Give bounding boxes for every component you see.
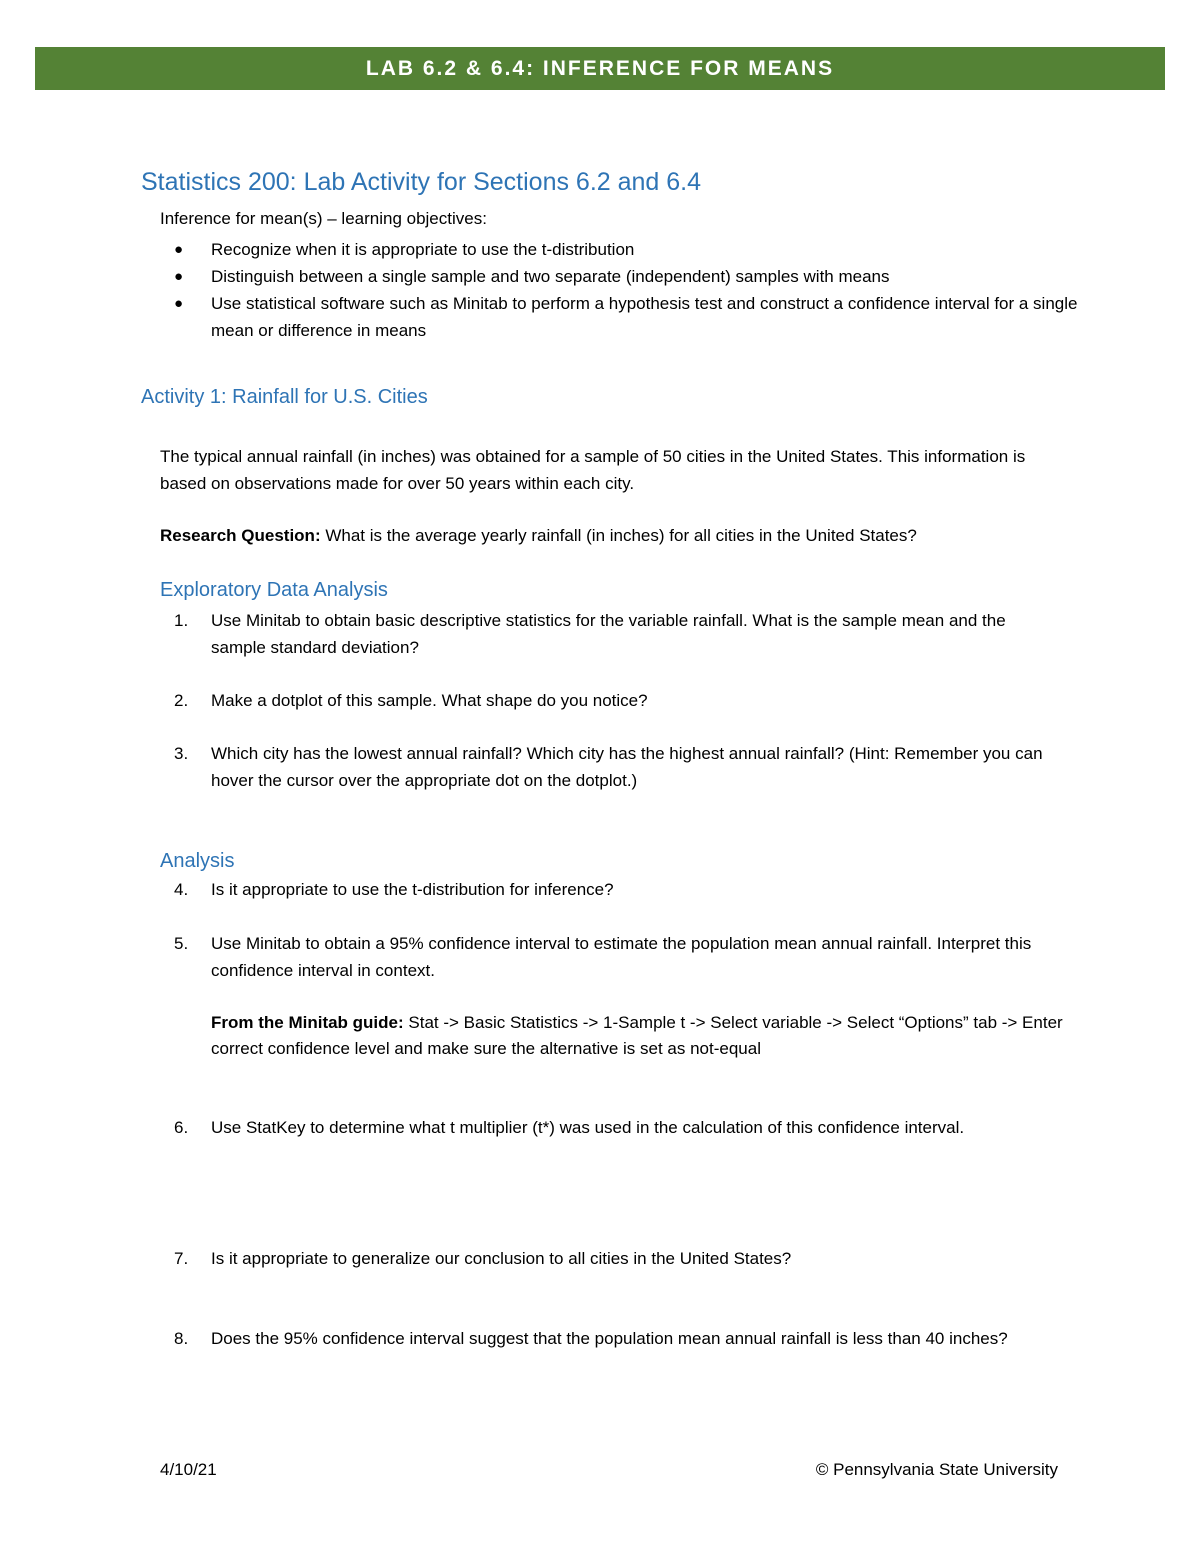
- footer-copyright: © Pennsylvania State University: [815, 1460, 1058, 1479]
- objectives-heading: Inference for mean(s) – learning objectives:: [160, 209, 487, 228]
- research-question-label: Research Question:: [160, 526, 321, 545]
- list-item: [160, 236, 1080, 263]
- question-text: Use Minitab to obtain basic descriptive statistics for the variable rainfall. What is the sample mean and the sample standard deviation?: [211, 611, 1006, 657]
- question-item: [160, 687, 1065, 714]
- question-item: [160, 1114, 1065, 1141]
- question-text: Use StatKey to determine what t multiplier (t*) was used in the calculation of this confidence interval.: [211, 1118, 965, 1137]
- question-number: 5.: [174, 934, 189, 953]
- question-item: [160, 930, 1065, 984]
- research-question: [160, 522, 1060, 549]
- guide-text: Stat -> Basic Statistics -> 1-Sample t -> Select variable -> Select “Options” tab -> Enter correct confidence level and make sure the alternative is set as not-equal: [211, 1013, 1063, 1058]
- minitab-guide: [211, 1010, 1071, 1062]
- question-text: Which city has the lowest annual rainfall? Which city has the highest annual rainfall? (Hint: Remember you can hover the cursor over the appropriate dot on the dotplot.): [211, 744, 1043, 790]
- activity-heading: Activity 1: Rainfall for U.S. Cities: [141, 386, 428, 408]
- lab-title-banner: [35, 47, 1165, 90]
- objective-text: Use statistical software such as Minitab to perform a hypothesis test and construct a confidence interval for a single mean or difference in means: [211, 294, 1078, 340]
- question-text: Make a dotplot of this sample. What shape do you notice?: [211, 691, 648, 710]
- question-text: Is it appropriate to generalize our conclusion to all cities in the United States?: [211, 1249, 792, 1268]
- footer-date: 4/10/21: [160, 1460, 217, 1479]
- question-text: Use Minitab to obtain a 95% confidence interval to estimate the population mean annual rainfall. Interpret this confidence interval in context.: [211, 934, 1032, 980]
- research-question-text: What is the average yearly rainfall (in inches) for all cities in the United States?: [325, 526, 917, 545]
- question-item: [160, 876, 1065, 903]
- question-number: 1.: [174, 611, 189, 630]
- objective-text: Distinguish between a single sample and two separate (independent) samples with means: [211, 267, 890, 286]
- question-item: [160, 607, 1065, 661]
- lab-title: LAB 6.2 & 6.4: INFERENCE FOR MEANS: [365, 56, 835, 80]
- question-number: 7.: [174, 1249, 189, 1268]
- list-item: [160, 290, 1080, 344]
- question-number: 3.: [174, 744, 189, 763]
- question-item: [160, 1245, 1065, 1272]
- question-number: 2.: [174, 691, 189, 710]
- question-text: Is it appropriate to use the t-distribution for inference?: [211, 880, 614, 899]
- guide-label: From the Minitab guide:: [211, 1013, 404, 1032]
- question-item: [160, 740, 1065, 794]
- objectives-list: [160, 236, 1080, 344]
- bullet-icon: ●: [174, 268, 184, 285]
- question-number: 8.: [174, 1329, 189, 1348]
- analysis-heading: Analysis: [160, 850, 235, 872]
- activity-description: The typical annual rainfall (in inches) was obtained for a sample of 50 cities in the United States. This information is based on observations made for over 50 years within each city.: [160, 447, 1026, 493]
- question-item: [160, 1325, 1065, 1352]
- bullet-icon: ●: [174, 295, 184, 312]
- page-title: Statistics 200: Lab Activity for Sections 6.2 and 6.4: [141, 168, 702, 196]
- eda-heading: Exploratory Data Analysis: [160, 579, 388, 601]
- question-text: Does the 95% confidence interval suggest that the population mean annual rainfall is less than 40 inches?: [211, 1329, 1008, 1348]
- question-number: 6.: [174, 1118, 189, 1137]
- objective-text: Recognize when it is appropriate to use the t-distribution: [211, 240, 635, 259]
- question-number: 4.: [174, 880, 189, 899]
- bullet-icon: ●: [174, 241, 184, 258]
- list-item: [160, 263, 1080, 290]
